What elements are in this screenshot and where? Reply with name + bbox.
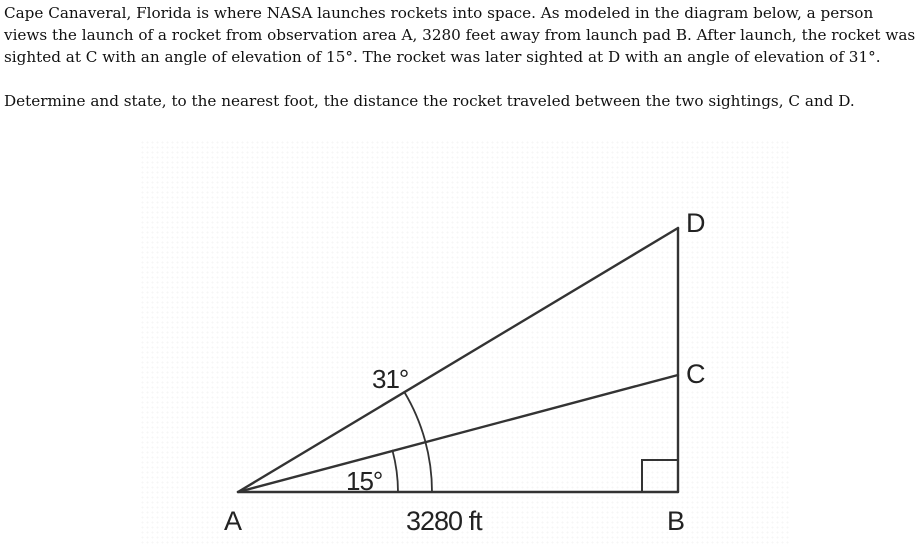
label-angle-15: 15°: [346, 466, 383, 496]
label-point-d: D: [686, 208, 706, 238]
problem-question: Determine and state, to the nearest foot, the distance the rocket traveled between the two sightings, C and D.: [4, 92, 855, 110]
diagram-svg: [140, 140, 790, 546]
right-angle-marker: [642, 460, 678, 492]
segment-ad: [238, 228, 678, 492]
label-angle-31: 31°: [372, 364, 409, 394]
angle-arc-15: [393, 451, 399, 492]
segment-ac: [238, 375, 678, 492]
triangle-diagram: [140, 140, 790, 546]
problem-paragraph: Cape Canaveral, Florida is where NASA launches rockets into space. As modeled in the diagram below, a person views the launch of a rocket from observation area A, 3280 feet away from launch pad B. After launch, the rocket was sighted at C with an angle of elevation of 15°. The rocket was later sighted at D with an angle of elevation of 31°.: [4, 4, 916, 66]
label-base-length: 3280 ft: [406, 506, 482, 536]
label-point-a: A: [224, 506, 243, 536]
problem-statement: [4, 2, 916, 112]
label-point-b: B: [667, 506, 686, 536]
label-point-c: C: [686, 359, 706, 389]
